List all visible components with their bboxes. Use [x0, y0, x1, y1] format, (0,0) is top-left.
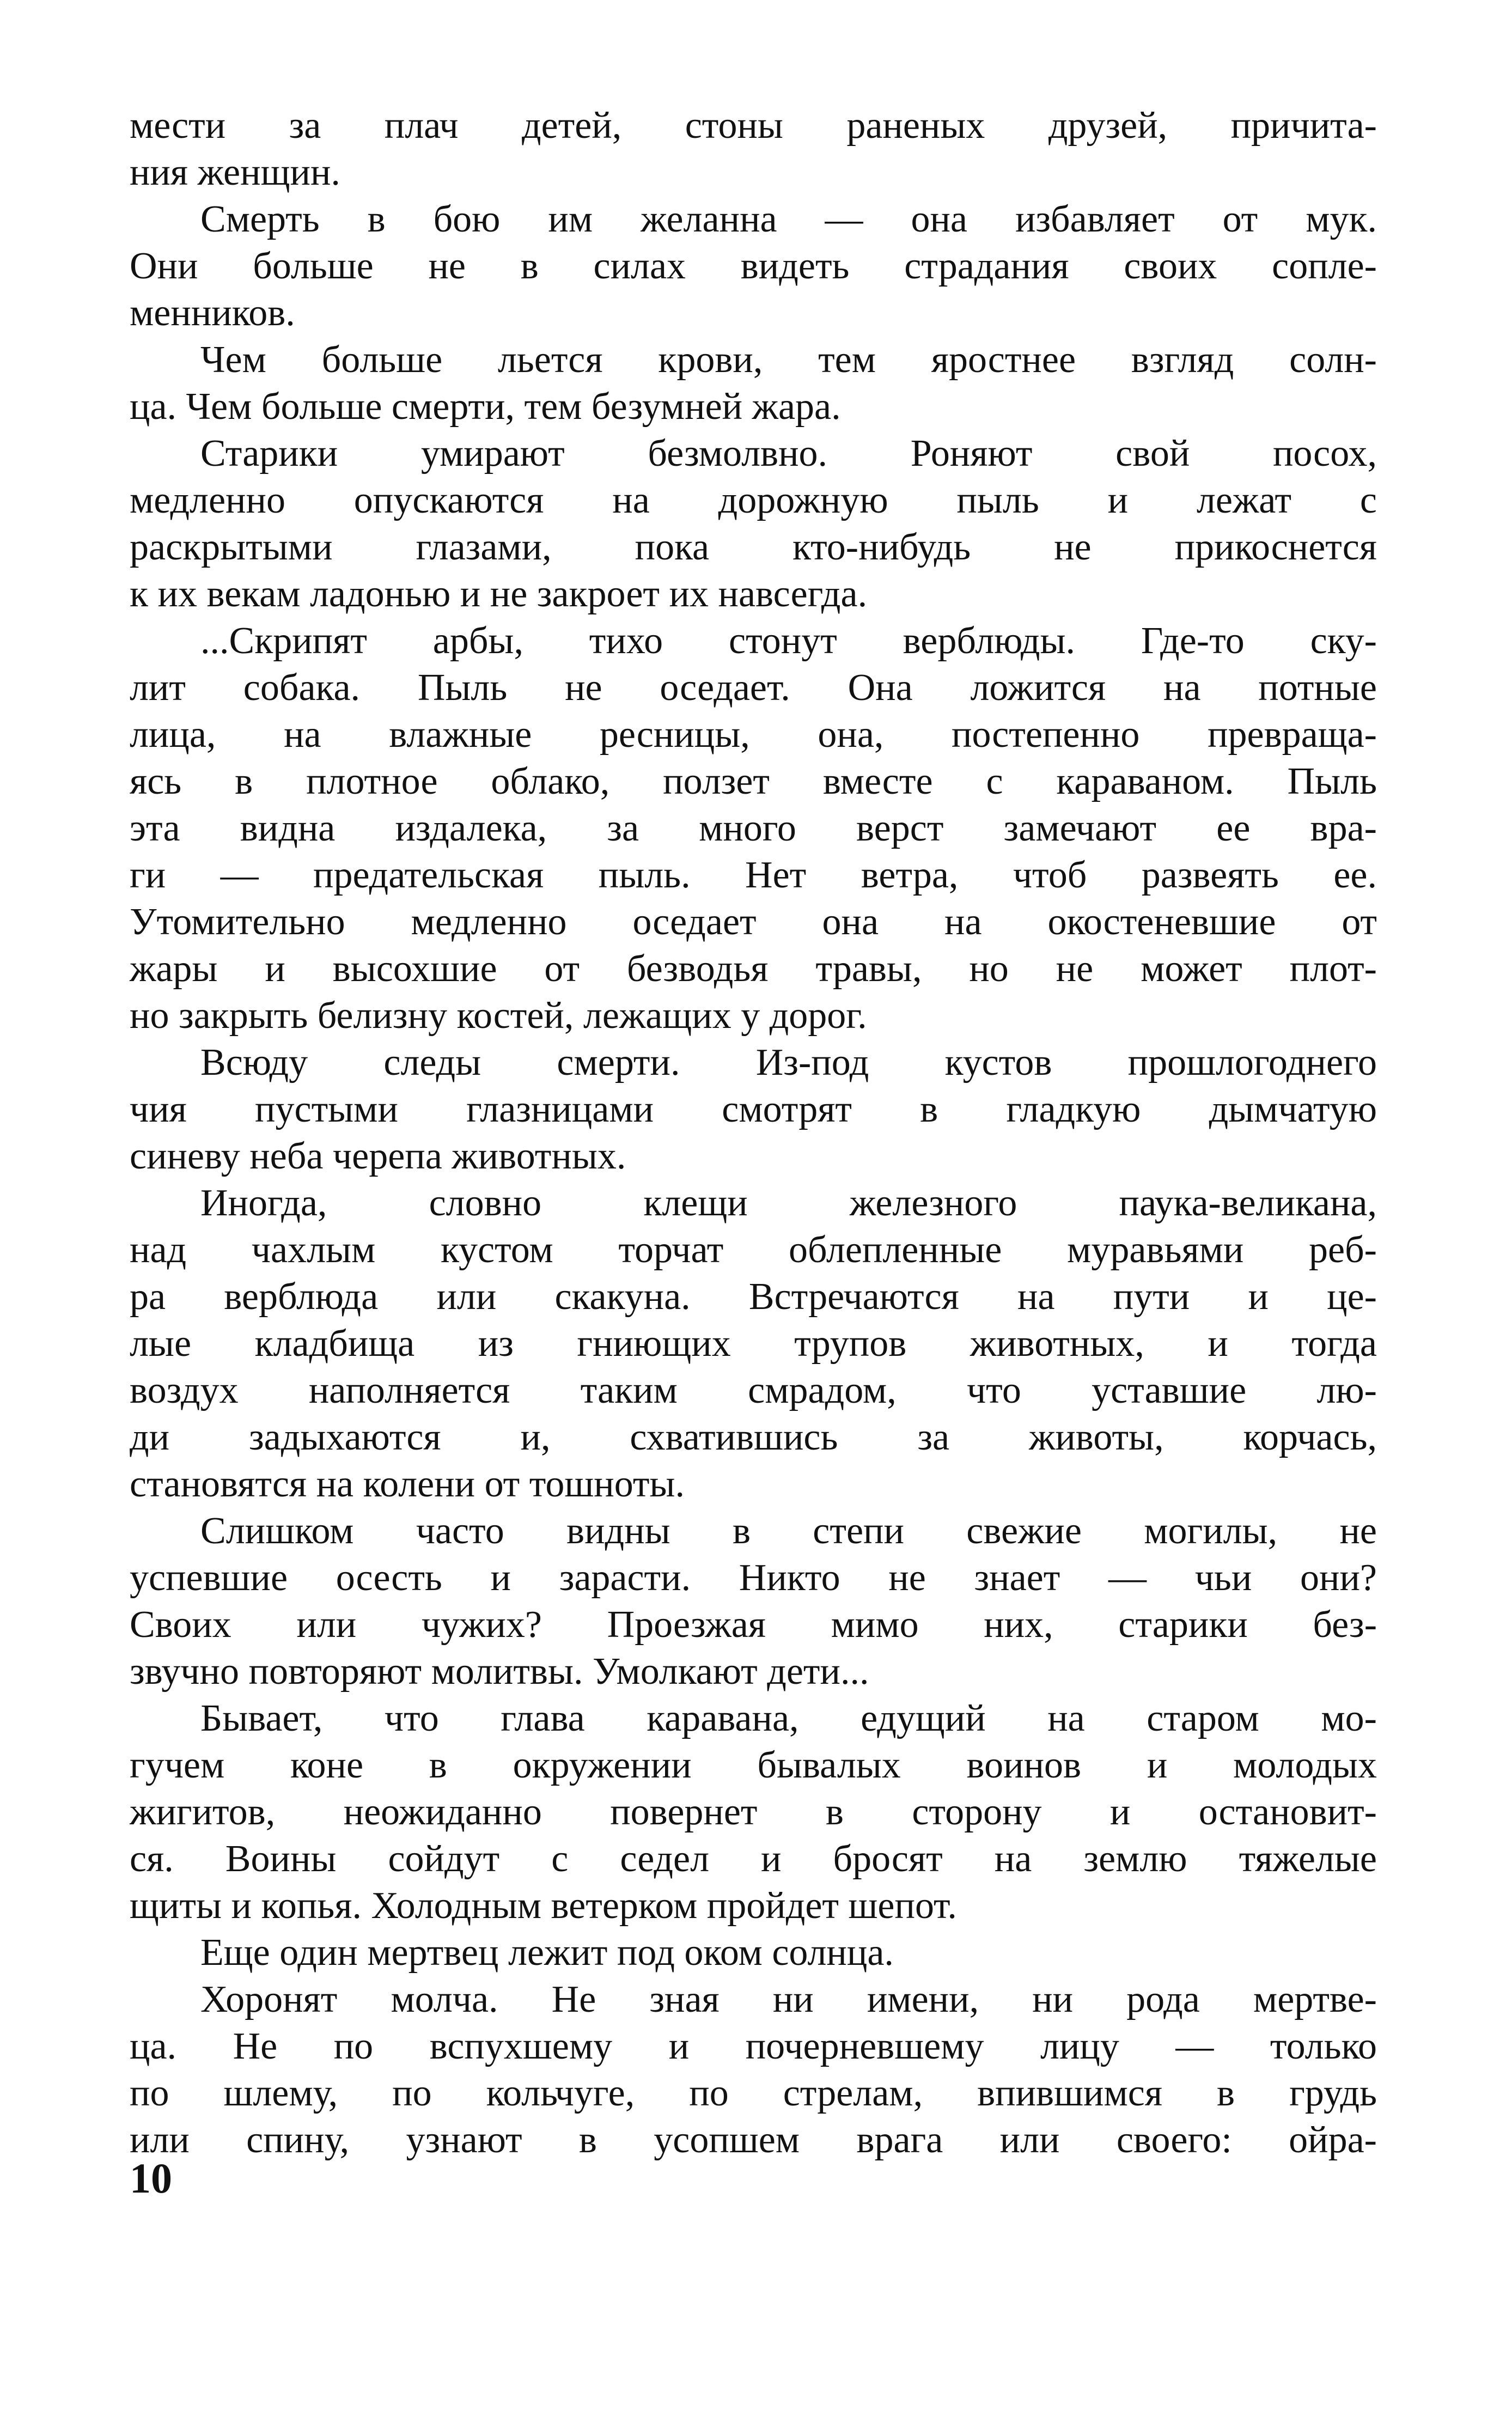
text-line: менников. — [130, 292, 295, 334]
text-line: по шлему, по кольчуге, по стрелам, впившимся в грудь — [130, 2072, 1377, 2114]
text-line: ния женщин. — [130, 151, 340, 193]
text-line: воздух наполняется таким смрадом, что уставшие лю- — [130, 1369, 1377, 1411]
text-line: Они больше не в силах видеть страдания своих сопле- — [130, 245, 1377, 287]
text-line: лица, на влажные ресницы, она, постепенно превраща- — [130, 714, 1377, 756]
text-line: Смерть в бою им желанна — она избавляет от мук. — [200, 198, 1377, 240]
text-line: Хоронят молча. Не зная ни имени, ни рода мертве- — [200, 1978, 1377, 2020]
text-line: медленно опускаются на дорожную пыль и лежат с — [130, 479, 1377, 521]
text-line: к их векам ладонью и не закроет их навсегда. — [130, 573, 868, 615]
text-line: эта видна издалека, за много верст замечают ее вра- — [130, 807, 1377, 849]
text-line: ся. Воины сойдут с седел и бросят на землю тяжелые — [130, 1838, 1377, 1880]
text-line: лит собака. Пыль не оседает. Она ложится на потные — [130, 667, 1377, 709]
text-line: жары и высохшие от безводья травы, но не может плот- — [130, 948, 1377, 990]
text-line: мести за плач детей, стоны раненых друзей, причита- — [130, 105, 1377, 147]
text-line: становятся на колени от тошноты. — [130, 1463, 685, 1505]
text-line: но закрыть белизну костей, лежащих у дорог. — [130, 995, 867, 1037]
text-line: лые кладбища из гниющих трупов животных, и тогда — [130, 1323, 1377, 1365]
text-line: Утомительно медленно оседает она на окостеневшие от — [130, 901, 1377, 943]
text-line: или спину, узнают в усопшем врага или своего: ойра- — [130, 2119, 1377, 2161]
text-line: ги — предательская пыль. Нет ветра, чтоб развеять ее. — [130, 854, 1377, 896]
text-line: Бывает, что глава каравана, едущий на старом мо- — [200, 1697, 1377, 1739]
text-line: успевшие осесть и зарасти. Никто не знает — чьи они? — [130, 1557, 1377, 1599]
text-line: ...Скрипят арбы, тихо стонут верблюды. Где-то ску- — [200, 620, 1377, 662]
text-line: Слишком часто видны в степи свежие могилы, не — [200, 1510, 1377, 1552]
text-line: гучем коне в окружении бывалых воинов и молодых — [130, 1744, 1377, 1786]
text-line: Старики умирают безмолвно. Роняют свой посох, — [200, 433, 1377, 474]
text-line: синеву неба черепа животных. — [130, 1135, 626, 1177]
text-line: Чем больше льется крови, тем яростнее взгляд солн- — [200, 339, 1377, 381]
text-line: жигитов, неожиданно повернет в сторону и остановит- — [130, 1791, 1377, 1833]
text-line: щиты и копья. Холодным ветерком пройдет шепот. — [130, 1885, 957, 1927]
page-number: 10 — [130, 2154, 172, 2202]
text-line: ца. Чем больше смерти, тем безумней жара. — [130, 386, 841, 428]
text-line: Всюду следы смерти. Из-под кустов прошлогоднего — [200, 1042, 1377, 1083]
text-line: ди задыхаются и, схватившись за животы, корчась, — [130, 1416, 1377, 1458]
text-line: над чахлым кустом торчат облепленные муравьями реб- — [130, 1229, 1377, 1271]
text-line: раскрытыми глазами, пока кто-нибудь не прикоснется — [130, 526, 1377, 568]
text-line: Своих или чужих? Проезжая мимо них, старики без- — [130, 1604, 1377, 1646]
body-text — [130, 102, 1377, 2164]
text-line: ясь в плотное облако, ползет вместе с караваном. Пыль — [130, 760, 1377, 802]
text-line: звучно повторяют молитвы. Умолкают дети... — [130, 1651, 869, 1692]
text-line: ца. Не по вспухшему и почерневшему лицу — только — [130, 2025, 1377, 2067]
text-line: ра верблюда или скакуна. Встречаются на пути и це- — [130, 1276, 1377, 1318]
text-line: Еще один мертвец лежит под оком солнца. — [200, 1932, 894, 1974]
text-line: Иногда, словно клещи железного паука-великана, — [200, 1182, 1377, 1224]
text-line: чия пустыми глазницами смотрят в гладкую дымчатую — [130, 1088, 1377, 1130]
